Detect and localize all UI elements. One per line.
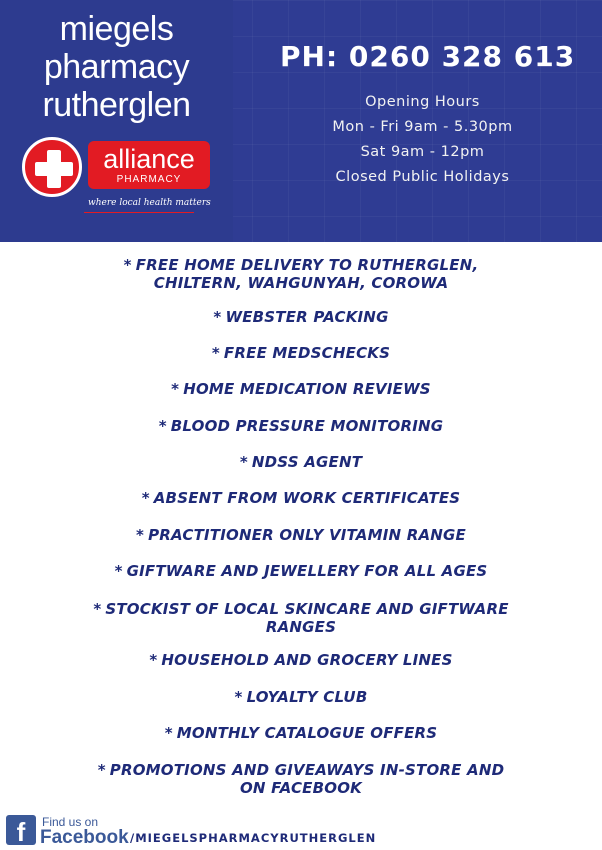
service-line: [60, 274, 542, 292]
asterisk-bullet: *: [171, 380, 180, 398]
service-text: CHILTERN, WAHGUNYAH, COROWA: [153, 274, 449, 292]
asterisk-bullet: *: [239, 453, 248, 471]
opening-hours-title: Opening Hours: [365, 94, 480, 110]
store-name-line: rutherglen: [42, 86, 191, 124]
service-text: MONTHLY CATALOGUE OFFERS: [176, 724, 438, 742]
facebook-find-us: Find us on: [42, 815, 99, 829]
service-item: [60, 724, 542, 742]
facebook-icon[interactable]: f: [6, 815, 36, 845]
asterisk-bullet: *: [123, 256, 132, 274]
service-item: [60, 600, 542, 636]
asterisk-bullet: *: [141, 489, 150, 507]
brand-panel: [0, 0, 233, 242]
service-line: [60, 600, 542, 618]
service-text: LOYALTY CLUB: [246, 688, 368, 706]
service-text: BLOOD PRESSURE MONITORING: [170, 417, 444, 435]
service-line: [60, 562, 542, 580]
service-item: [60, 453, 542, 471]
service-text: NDSS AGENT: [251, 453, 363, 471]
header-banner: [0, 0, 602, 242]
service-line: [60, 651, 542, 669]
service-line: [60, 761, 542, 779]
service-item: [60, 380, 542, 398]
alliance-wordmark: [88, 141, 210, 189]
service-line: [60, 618, 542, 636]
service-line: [60, 724, 542, 742]
opening-hours-line: Mon - Fri 9am - 5.30pm: [332, 119, 513, 135]
asterisk-bullet: *: [93, 600, 102, 618]
service-text: PRACTITIONER ONLY VITAMIN RANGE: [148, 526, 466, 544]
alliance-brand: alliance: [103, 144, 195, 174]
service-text: WEBSTER PACKING: [225, 308, 389, 326]
service-item: [60, 308, 542, 326]
service-line: [60, 380, 542, 398]
opening-hours-line: Closed Public Holidays: [335, 169, 510, 185]
service-text: RANGES: [265, 618, 337, 636]
phone-number: PH: 0260 328 613: [280, 40, 576, 73]
service-text: STOCKIST OF LOCAL SKINCARE AND GIFTWARE: [105, 600, 509, 618]
store-name-line: miegels: [59, 10, 174, 48]
service-line: [60, 417, 542, 435]
service-text: ABSENT FROM WORK CERTIFICATES: [153, 489, 461, 507]
asterisk-bullet: *: [234, 688, 243, 706]
asterisk-bullet: *: [97, 761, 106, 779]
service-item: [60, 417, 542, 435]
alliance-pharmacy-logo: [22, 137, 212, 201]
service-item: [60, 651, 542, 669]
facebook-handle[interactable]: /MIEGELSPHARMACYRUTHERGLEN: [130, 831, 377, 845]
service-item: [60, 562, 542, 580]
asterisk-bullet: *: [158, 417, 167, 435]
asterisk-bullet: *: [149, 651, 158, 669]
service-line: [60, 256, 542, 274]
alliance-sub: PHARMACY: [116, 174, 182, 185]
service-text: ON FACEBOOK: [239, 779, 362, 797]
service-text: PROMOTIONS AND GIVEAWAYS IN-STORE AND: [109, 761, 505, 779]
service-item: [60, 256, 542, 292]
facebook-wordmark: Facebook: [40, 827, 129, 848]
service-line: [60, 688, 542, 706]
store-name-line: pharmacy: [43, 48, 190, 86]
service-line: [60, 489, 542, 507]
asterisk-bullet: *: [136, 526, 145, 544]
asterisk-bullet: *: [213, 308, 222, 326]
tagline-underline: [84, 212, 194, 213]
service-item: [60, 489, 542, 507]
opening-hours-line: Sat 9am - 12pm: [360, 144, 485, 160]
service-line: [60, 344, 542, 362]
asterisk-bullet: *: [114, 562, 123, 580]
service-line: [60, 308, 542, 326]
opening-hours: [300, 90, 545, 190]
service-line: [60, 453, 542, 471]
service-item: [60, 688, 542, 706]
facebook-footer[interactable]: [0, 815, 602, 850]
service-item: [60, 761, 542, 797]
service-item: [60, 344, 542, 362]
asterisk-bullet: *: [164, 724, 173, 742]
service-line: [60, 779, 542, 797]
store-name: [0, 10, 233, 124]
service-text: GIFTWARE AND JEWELLERY FOR ALL AGES: [126, 562, 488, 580]
asterisk-bullet: *: [211, 344, 220, 362]
service-line: [60, 526, 542, 544]
service-text: FREE HOME DELIVERY TO RUTHERGLEN,: [135, 256, 479, 274]
service-text: FREE MEDSCHECKS: [223, 344, 391, 362]
service-item: [60, 526, 542, 544]
service-text: HOME MEDICATION REVIEWS: [183, 380, 431, 398]
service-text: HOUSEHOLD AND GROCERY LINES: [161, 651, 453, 669]
logo-tagline: where local health matters: [88, 198, 211, 208]
pharmacy-cross-icon: [22, 137, 82, 197]
